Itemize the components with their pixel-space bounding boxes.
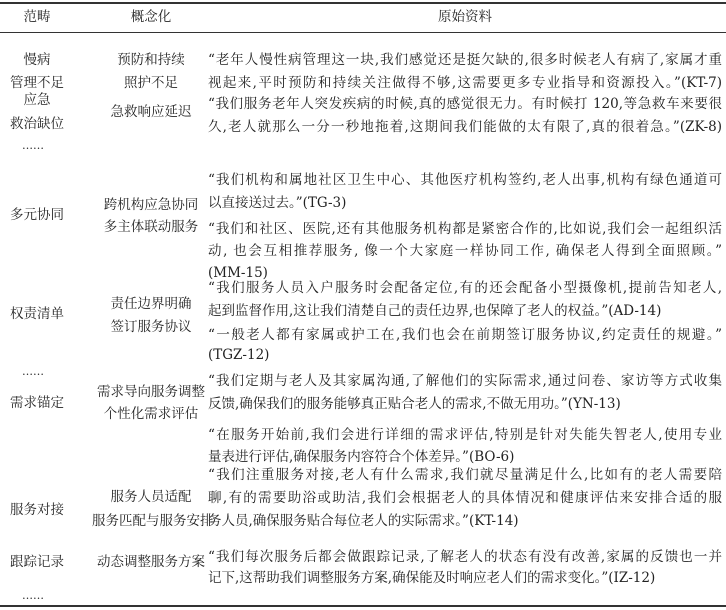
quote-line: “我们服务人员入户服务时会配备定位,有的还会配备小型摄像机,提前告知老人, [208, 280, 722, 296]
quote-line: (MM-15) [208, 265, 268, 281]
ellipsis: …… [22, 365, 44, 378]
ellipsis: …… [22, 589, 44, 602]
header-category: 范畴 [23, 9, 51, 25]
header-rule [0, 32, 726, 33]
concept: 急救响应延迟 [110, 104, 192, 120]
quote-line: “我们机构和属地社区卫生中心、其他医疗机构签约,老人出事,机构有绿色通道可 [208, 172, 722, 188]
quote-line: 聊,有的需要助浴或助洁,我们会根据老人的具体情况和健康评估来安排合适的服 [208, 490, 722, 506]
category: 需求锚定 [10, 395, 64, 411]
concept: 服务人员适配 [110, 489, 192, 505]
quote-line: 务人员,确保服务贴合每位老人的实际需求。”(KT-14) [208, 513, 519, 529]
quote-line: 视起来,平时预防和持续关注做得不够,这需要更多专业指导和资源投入。”(KT-7) [208, 75, 722, 91]
quote-line: “我们注重服务对接,老人有什么需求,我们就尽量满足什么,比如有的老人需要陪 [208, 467, 722, 483]
quote-line: (TGZ-12) [208, 347, 270, 363]
category: 管理不足 [10, 75, 64, 91]
category: 应急 [23, 92, 51, 108]
ellipsis: …… [22, 139, 44, 152]
quote-line: “我们每次服务后都会做跟踪记录,了解老人的状态有没有改善,家属的反馈也一并 [208, 549, 722, 565]
concept: 多主体联动服务 [103, 219, 199, 235]
bottom-rule [0, 605, 726, 607]
concept: 责任边界明确 [110, 296, 192, 312]
concept: 预防和持续 [117, 52, 185, 68]
category: 多元协同 [10, 207, 64, 223]
category: 慢病 [23, 52, 51, 68]
quote-line: 起到监督作用,这让我们清楚自己的责任边界,也保障了老人的权益。”(AD-14) [208, 303, 662, 319]
quote-line: 动, 也会互相推荐服务, 像一个大家庭一样协同工作, 确保老人得到全面照顾。” [208, 243, 722, 259]
quote-line: “我们定期与老人及其家属沟通,了解他们的实际需求,通过问卷、家访等方式收集 [208, 373, 722, 389]
header-source: 原始资料 [438, 9, 492, 25]
header-concept: 概念化 [130, 9, 172, 25]
category: 救治缺位 [10, 116, 64, 132]
category: 权责清单 [10, 306, 64, 322]
concept: 照护不足 [124, 75, 178, 91]
concept: 签订服务协议 [110, 319, 192, 335]
concept: 个性化需求评估 [103, 406, 199, 422]
quote-line: 量表进行评估,确保服务内容符合个体差异。”(BO-6) [208, 449, 515, 465]
quote-line: “我们服务老年人突发疾病的时候,真的感觉很无力。有时候打 120,等急救车来要很 [208, 96, 722, 112]
quote-line: 久,老人就那么一分一秒地拖着,这期间我们能做的太有限了,真的很着急。”(ZK-8) [208, 119, 722, 135]
quote-line: 以直接送过去。”(TG-3) [208, 195, 347, 211]
concept: 动态调整服务方案 [97, 554, 205, 570]
category: 跟踪记录 [10, 554, 64, 570]
concept: 跨机构应急协同 [103, 197, 199, 213]
category: 服务对接 [10, 502, 64, 518]
concept: 服务匹配与服务安排 [92, 513, 214, 529]
quote-line: “在服务开始前,我们会进行详细的需求评估,特别是针对失能失智老人,使用专业 [208, 427, 722, 443]
quote-line: “我们和社区、医院,还有其他服务机构都是紧密合作的,比如说,我们会一起组织活 [208, 221, 722, 237]
quote-line: 记下,这帮助我们调整服务方案,确保能及时响应老人们的需求变化。”(IZ-12) [208, 570, 656, 586]
quote-line: “老年人慢性病管理这一块,我们感觉还是挺欠缺的,很多时候老人有病了,家属才重 [208, 52, 722, 68]
top-rule [0, 2, 726, 4]
quote-line: 反馈,确保我们的服务能够真正贴合老人的需求,不做无用功。”(YN-13) [208, 396, 621, 412]
quote-line: “一般老人都有家属或护工在,我们也会在前期签订服务协议,约定责任的规避。” [208, 327, 722, 343]
concept: 需求导向服务调整 [97, 384, 205, 400]
